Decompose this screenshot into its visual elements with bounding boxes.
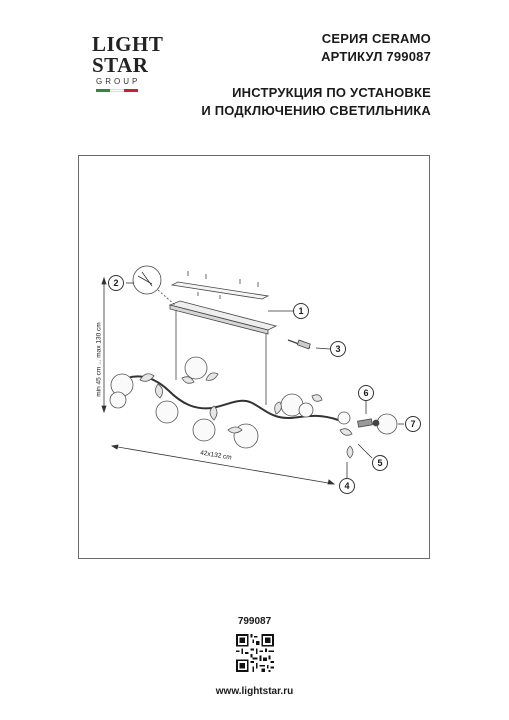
glass-globes [110,357,397,448]
bulb-and-holder-detail [358,419,379,427]
instruction-line-1: ИНСТРУКЦИЯ ПО УСТАНОВКЕ [232,85,431,100]
callout-4: 4 [339,478,355,494]
series-title: СЕРИЯ CERAMO [321,31,431,46]
logo-text-light: LIGHT [92,32,164,56]
qr-code [236,634,274,672]
instruction-line-2: И ПОДКЛЮЧЕНИЮ СВЕТИЛЬНИКА [201,103,431,118]
model-number: 799087 [237,616,272,627]
screw-dowel [288,340,310,349]
ceiling-mount-plate [172,271,268,299]
callout-leaders [126,283,404,478]
callout-6: 6 [358,385,374,401]
logo-text-star: STAR [92,53,149,77]
height-dimension-label: min 45 cm ... max 130 cm [95,322,103,397]
magnified-detail-2 [133,266,176,306]
logo-text-group: GROUP [96,77,141,86]
width-dimension-label: 42x132 cm [199,449,233,462]
callout-1: 1 [293,303,309,319]
callout-7: 7 [405,416,421,432]
callout-2: 2 [108,275,124,291]
canopy-bar [170,301,276,334]
website-link[interactable]: www.lightstar.ru [215,686,294,697]
article-number: АРТИКУЛ 799087 [321,49,431,64]
callout-5: 5 [372,455,388,471]
callout-3: 3 [330,341,346,357]
